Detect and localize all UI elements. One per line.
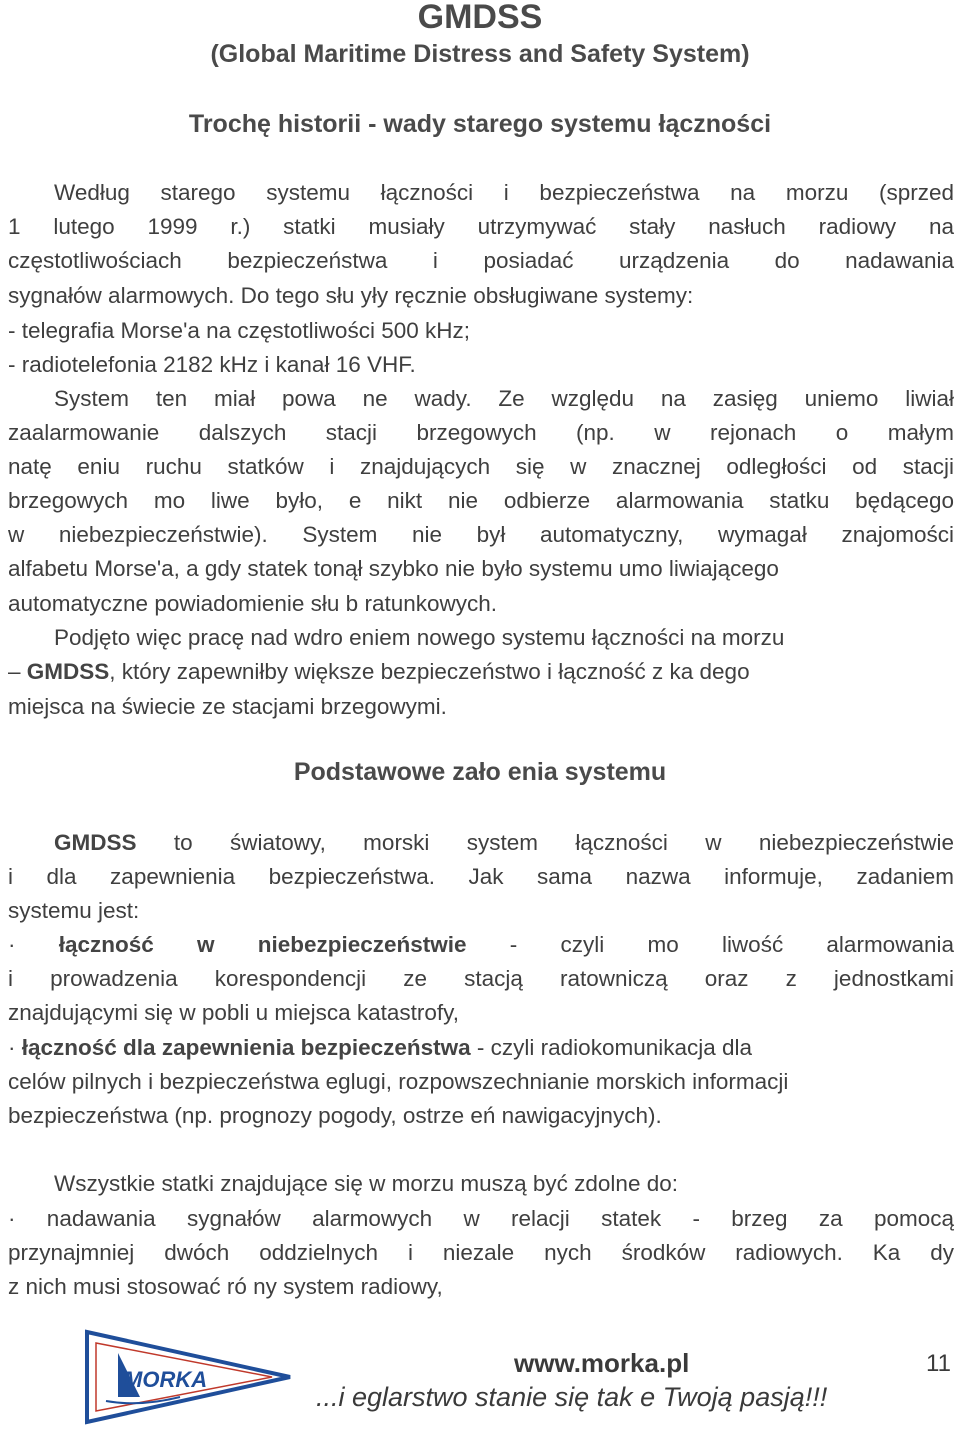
list-item: - radiotelefonia 2182 kHz i kanał 16 VHF. xyxy=(8,352,416,377)
paragraph-line: 1 lutego 1999 r.) statki musiały utrzymywać stały nasłuch radiowy na xyxy=(8,214,954,239)
paragraph-line xyxy=(8,826,954,860)
paragraph-line: zaalarmowanie dalszych stacji brzegowych (np. w rejonach o małym xyxy=(8,420,954,445)
bullet-item xyxy=(8,1031,954,1065)
paragraph-line: bezpieczeństwa (np. prognozy pogody, ostrze eń nawigacyjnych). xyxy=(8,1103,662,1128)
paragraph-line: znajdującymi się w pobli u miejsca katastrofy, xyxy=(8,1000,460,1025)
paragraph-line: automatyczne powiadomienie słu b ratunkowych. xyxy=(8,591,498,616)
paragraph-line: natę eniu ruchu statków i znajdujących się w znacznej odległości od stacji xyxy=(8,454,954,479)
paragraph-line xyxy=(8,655,954,689)
bullet-bold-text: łączność dla zapewnienia bezpieczeństwa xyxy=(21,1035,471,1060)
paragraph-line: Podjęto więc pracę nad wdro eniem nowego systemu łączności na morzu xyxy=(54,625,785,650)
list-item: - telegrafia Morse'a na częstotliwości 500 kHz; xyxy=(8,318,470,343)
paragraph-line: Według starego systemu łączności i bezpieczeństwa na morzu (sprzed xyxy=(54,180,954,205)
morka-logo xyxy=(84,1327,294,1432)
paragraph-line: i dla zapewnienia bezpieczeństwa. Jak sama nazwa informuje, zadaniem xyxy=(8,864,954,889)
paragraph-line: sygnałów alarmowych. Do tego słu yły ręcznie obsługiwane systemy: xyxy=(8,283,694,308)
footer-website-link[interactable]: www.morka.pl xyxy=(514,1348,690,1378)
bullet-bold-text: łączność w niebezpieczeństwie xyxy=(58,932,467,957)
bullet-marker: · xyxy=(8,932,16,957)
section-heading-history: Trochę historii - wady starego systemu łączności xyxy=(188,110,772,138)
paragraph-line: z nich musi stosować ró ny system radiowy, xyxy=(8,1274,443,1299)
logo-text: MORKA xyxy=(124,1367,208,1392)
line-text: to światowy, morski system łączności w niebezpieczeństwie xyxy=(136,830,954,855)
gmdss-bold-text: GMDSS xyxy=(26,659,110,684)
pennant-flag-icon xyxy=(84,1327,294,1427)
paragraph-line: alfabetu Morse'a, a gdy statek tonął szybko nie było systemu umo liwiającego xyxy=(8,556,779,581)
gmdss-bold-text: GMDSS xyxy=(54,830,137,855)
paragraph-line: systemu jest: xyxy=(8,898,140,923)
paragraph-line: w niebezpieczeństwie). System nie był automatyczny, wymagał znajomości xyxy=(8,522,954,547)
paragraph-line: brzegowych mo liwe było, e nikt nie odbierze alarmowania statku będącego xyxy=(8,488,954,513)
page-number: 11 xyxy=(926,1350,951,1377)
bullet-marker: · xyxy=(8,1035,16,1060)
bullet-text: - czyli radiokomunikacja dla xyxy=(470,1035,753,1060)
paragraph-line: i prowadzenia korespondencji ze stacją ratowniczą oraz z jednostkami xyxy=(8,966,954,991)
paragraph-line: przynajmniej dwóch oddzielnych i niezale nych środków radiowych. Ka dy xyxy=(8,1240,954,1265)
dash-text: – xyxy=(8,659,27,684)
document-title: GMDSS xyxy=(417,0,543,36)
paragraph-line: celów pilnych i bezpieczeństwa eglugi, rozpowszechnianie morskich informacji xyxy=(8,1069,789,1094)
paragraph-line: System ten miał powa ne wady. Ze względu na zasięg uniemo liwiał xyxy=(54,386,954,411)
bullet-item xyxy=(8,928,954,962)
section-heading-assumptions: Podstawowe zało enia systemu xyxy=(293,758,667,786)
paragraph-line: częstotliwościach bezpieczeństwa i posiadać urządzenia do nadawania xyxy=(8,248,954,273)
footer-slogan: ...i eglarstwo stanie się tak e Twoją pasją!!! xyxy=(316,1382,828,1412)
bullet-item: · nadawania sygnałów alarmowych w relacji statek - brzeg za pomocą xyxy=(8,1206,954,1231)
document-subtitle: (Global Maritime Distress and Safety System) xyxy=(210,40,750,68)
bullet-text: - czyli mo liwość alarmowania xyxy=(466,932,954,957)
paragraph-line: miejsca na świecie ze stacjami brzegowymi. xyxy=(8,694,447,719)
paragraph-line: Wszystkie statki znajdujące się w morzu muszą być zdolne do: xyxy=(54,1171,678,1196)
line-text: , który zapewniłby większe bezpieczeństwo i łączność z ka dego xyxy=(109,659,750,684)
